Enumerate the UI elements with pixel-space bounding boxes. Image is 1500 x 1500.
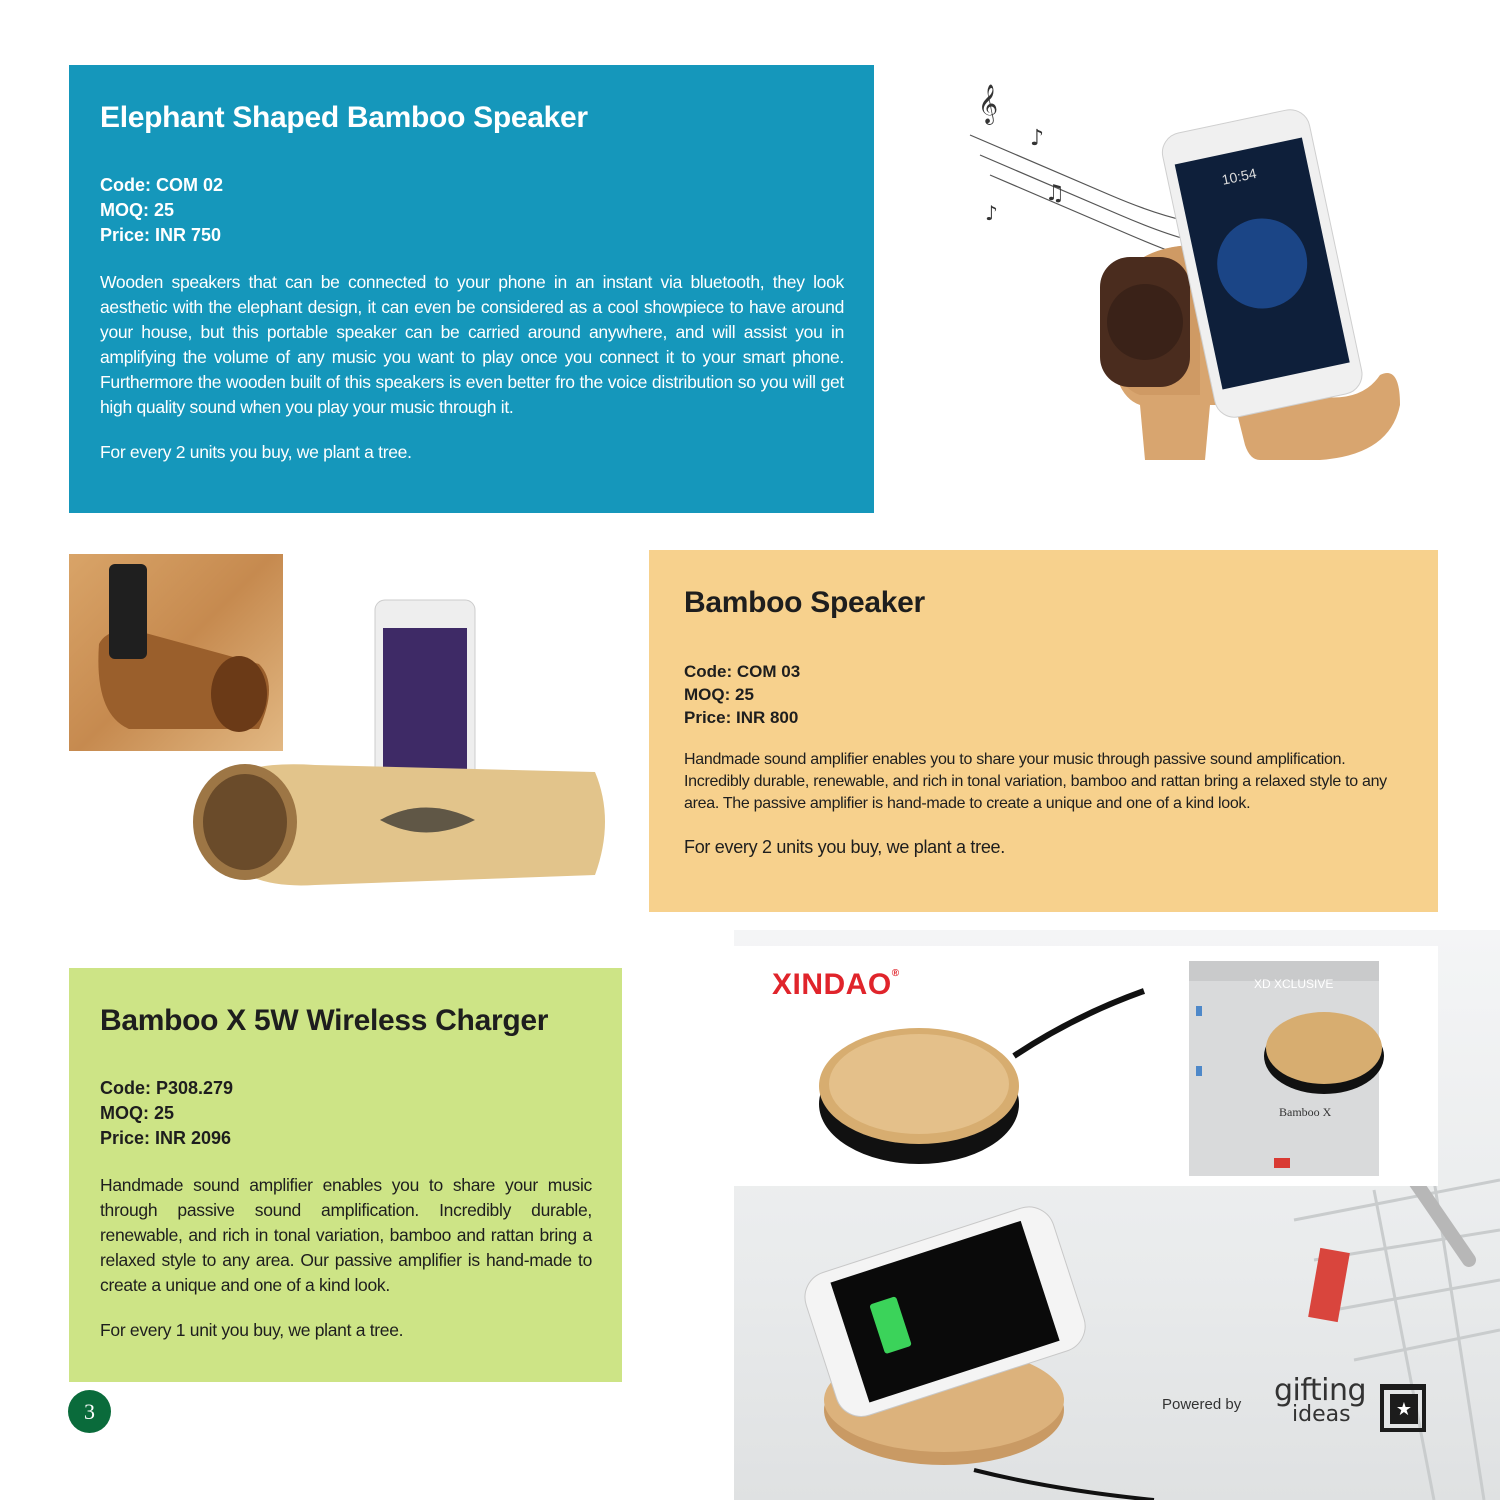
svg-text:♪: ♪ — [985, 201, 998, 225]
tree-note: For every 2 units you buy, we plant a tree. — [684, 837, 1005, 857]
product-card-bamboo-speaker — [649, 550, 1438, 912]
trademark-icon: ® — [891, 968, 900, 979]
bamboo-speaker-photo-large — [175, 590, 615, 900]
box-label: Bamboo X — [1279, 1105, 1332, 1119]
product-description: Handmade sound amplifier enables you to share your music through passive sound amplification. Incredibly durable, renewable, and rich in tonal variation, bamboo and rattan bring a relaxed style to any area. The passive amplifier is hand-made to create a unique and one of a kind look. — [684, 751, 1387, 812]
xindao-brand-logo — [772, 968, 900, 1002]
svg-text:𝄞: 𝄞 — [978, 84, 999, 124]
xindao-brand-text: XINDAO — [772, 968, 892, 1001]
star-icon: ★ — [1390, 1394, 1418, 1424]
product-moq: MOQ: 25 — [100, 1103, 175, 1123]
phone-time: 10:54 — [1220, 164, 1258, 188]
tree-note: For every 2 units you buy, we plant a tree. — [100, 442, 412, 462]
page-number-badge: 3 — [68, 1390, 111, 1433]
product-meta — [100, 173, 844, 248]
product-price: Price: INR 800 — [684, 708, 799, 727]
product-meta — [684, 660, 1404, 729]
svg-text:♪: ♪ — [1030, 126, 1045, 151]
product-price: Price: INR 750 — [100, 225, 222, 245]
logo-box — [1380, 1384, 1426, 1432]
product-code: Code: P308.279 — [100, 1078, 234, 1098]
product-moq: MOQ: 25 — [684, 685, 754, 704]
svg-text:♫: ♫ — [1045, 181, 1065, 206]
product-card-wireless-charger — [69, 968, 622, 1382]
product-price: Price: INR 2096 — [100, 1128, 232, 1148]
product-title: Bamboo Speaker — [684, 586, 925, 619]
product-card-elephant-speaker — [69, 65, 874, 513]
product-code: Code: COM 02 — [100, 175, 224, 195]
elephant-speaker-image — [960, 75, 1430, 495]
box-brand: XD XCLUSIVE — [1254, 977, 1334, 991]
gifting-ideas-logo — [1274, 1373, 1367, 1427]
powered-by-label: Powered by — [1162, 1396, 1242, 1413]
product-title: Elephant Shaped Bamboo Speaker — [100, 101, 588, 134]
logo-line-1: gifting — [1274, 1373, 1367, 1408]
product-moq: MOQ: 25 — [100, 200, 175, 220]
product-title: Bamboo X 5W Wireless Charger — [100, 1004, 549, 1037]
product-meta — [100, 1076, 592, 1151]
logo-line-2: ideas — [1292, 1402, 1351, 1427]
product-code: Code: COM 03 — [684, 662, 801, 681]
product-description: Handmade sound amplifier enables you to share your music through passive sound amplification. Incredibly durable, renewable, and rich in tonal variation, bamboo and rattan bring a relaxed style to any area. Our passive amplifier is hand-made to create a unique and one of a kind look. — [100, 1175, 592, 1295]
tree-note: For every 1 unit you buy, we plant a tree. — [100, 1320, 404, 1340]
product-description: Wooden speakers that can be connected to your phone in an instant via bluetooth, they look aesthetic with the elephant design, it can even be considered as a cool showpiece to have around your house, but this portable speaker can be carried around anywhere, and will assist you in amplifying the volume of any music you want to play once you connect it to your smart phone. Furthermore the wooden built of this speakers is even better fro the voice distribution so you will get high quality sound when you play your music through it. — [100, 272, 844, 417]
